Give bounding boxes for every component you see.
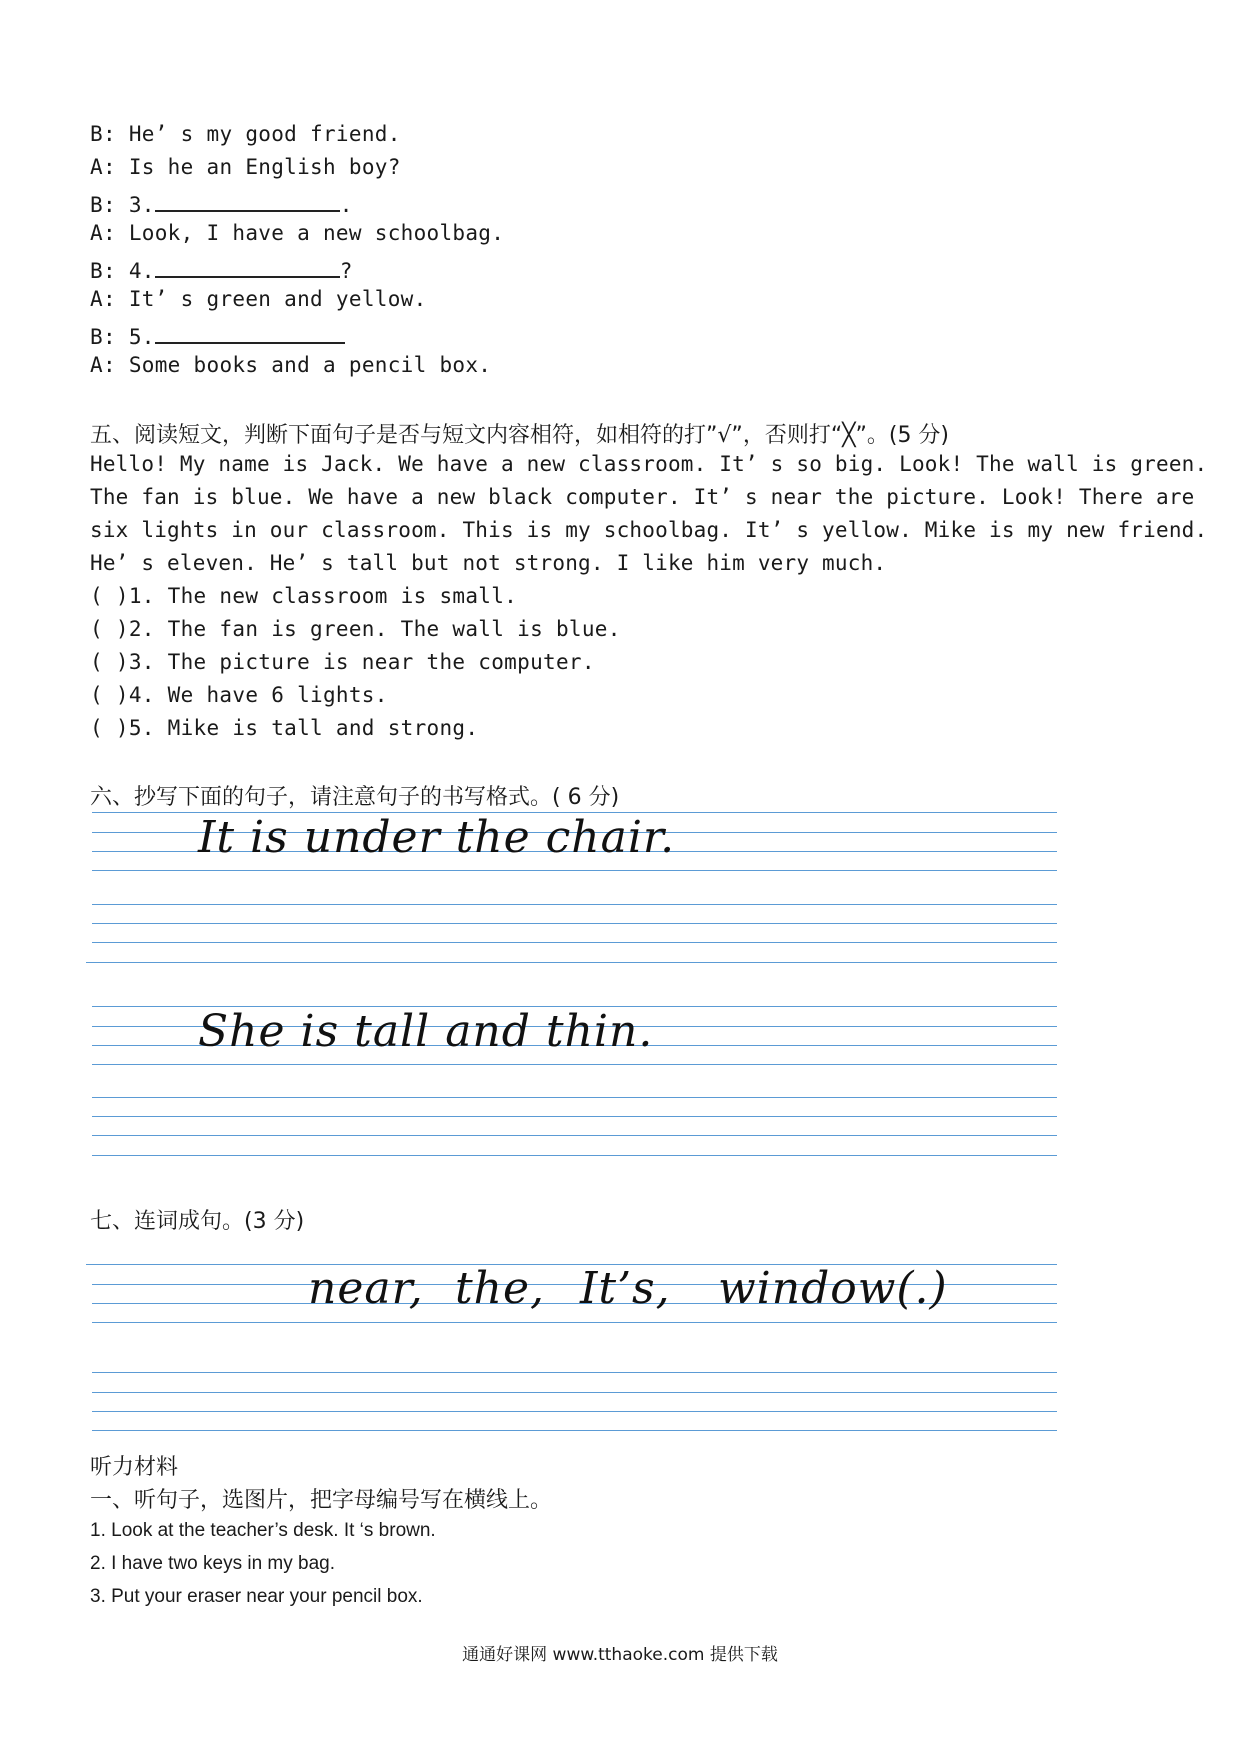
dialogue-line: B: He’ s my good friend.: [90, 122, 401, 146]
copy-sentence-1: It is under the chair.: [198, 812, 676, 863]
copy-sentence-2: She is tall and thin.: [198, 1006, 654, 1057]
listening-subheading: 一、听句子，选图片，把字母编号写在横线上。: [90, 1488, 553, 1513]
judge-item[interactable]: ( )3. The picture is near the computer.: [90, 650, 595, 674]
judge-item[interactable]: ( )5. Mike is tall and strong.: [90, 716, 479, 740]
dialogue-line: A: Some books and a pencil box.: [90, 353, 492, 377]
listening-item: 1. Look at the teacher’s desk. It ‘s brown.: [90, 1520, 436, 1541]
passage-line: He’ s eleven. He’ s tall but not strong. I like him very much.: [90, 551, 887, 575]
dialogue-line: B: 3. .: [90, 188, 353, 217]
section6-heading: 六、抄写下面的句子，请注意句子的书写格式。( 6 分): [90, 785, 620, 810]
answer-blank-4[interactable]: [155, 254, 340, 278]
scrambled-word: the,: [455, 1263, 546, 1314]
judge-item[interactable]: ( )4. We have 6 lights.: [90, 683, 388, 707]
section7-heading: 七、连词成句。(3 分): [90, 1209, 305, 1234]
dialogue-line: B: 4. ?: [90, 254, 353, 283]
section5-heading: 五、阅读短文，判断下面句子是否与短文内容相符，如相符的打”√”，否则打“╳”。(5 分): [90, 423, 950, 448]
listening-title: 听力材料: [90, 1455, 179, 1480]
scrambled-word: window(.): [718, 1263, 948, 1314]
dialogue-line: A: Look, I have a new schoolbag.: [90, 221, 505, 245]
scrambled-word: near,: [308, 1263, 424, 1314]
dialogue-line: A: Is he an English boy?: [90, 155, 401, 179]
passage-line: The fan is blue. We have a new black computer. It’ s near the picture. Look! There are: [90, 485, 1195, 509]
dialogue-line: A: It’ s green and yellow.: [90, 287, 427, 311]
scrambled-word: It’s,: [580, 1263, 671, 1314]
passage-line: Hello! My name is Jack. We have a new classroom. It’ s so big. Look! The wall is green.: [90, 452, 1208, 476]
listening-item: 2. I have two keys in my bag.: [90, 1553, 336, 1574]
answer-blank-5[interactable]: [155, 320, 345, 344]
passage-line: six lights in our classroom. This is my schoolbag. It’ s yellow. Mike is my new friend.: [90, 518, 1208, 542]
judge-item[interactable]: ( )1. The new classroom is small.: [90, 584, 518, 608]
answer-blank-3[interactable]: [155, 188, 340, 212]
listening-item: 3. Put your eraser near your pencil box.: [90, 1586, 423, 1607]
judge-item[interactable]: ( )2. The fan is green. The wall is blue.: [90, 617, 621, 641]
dialogue-line: B: 5.: [90, 320, 345, 349]
page-footer: 通通好课网 www.tthaoke.com 提供下载: [462, 1645, 778, 1665]
